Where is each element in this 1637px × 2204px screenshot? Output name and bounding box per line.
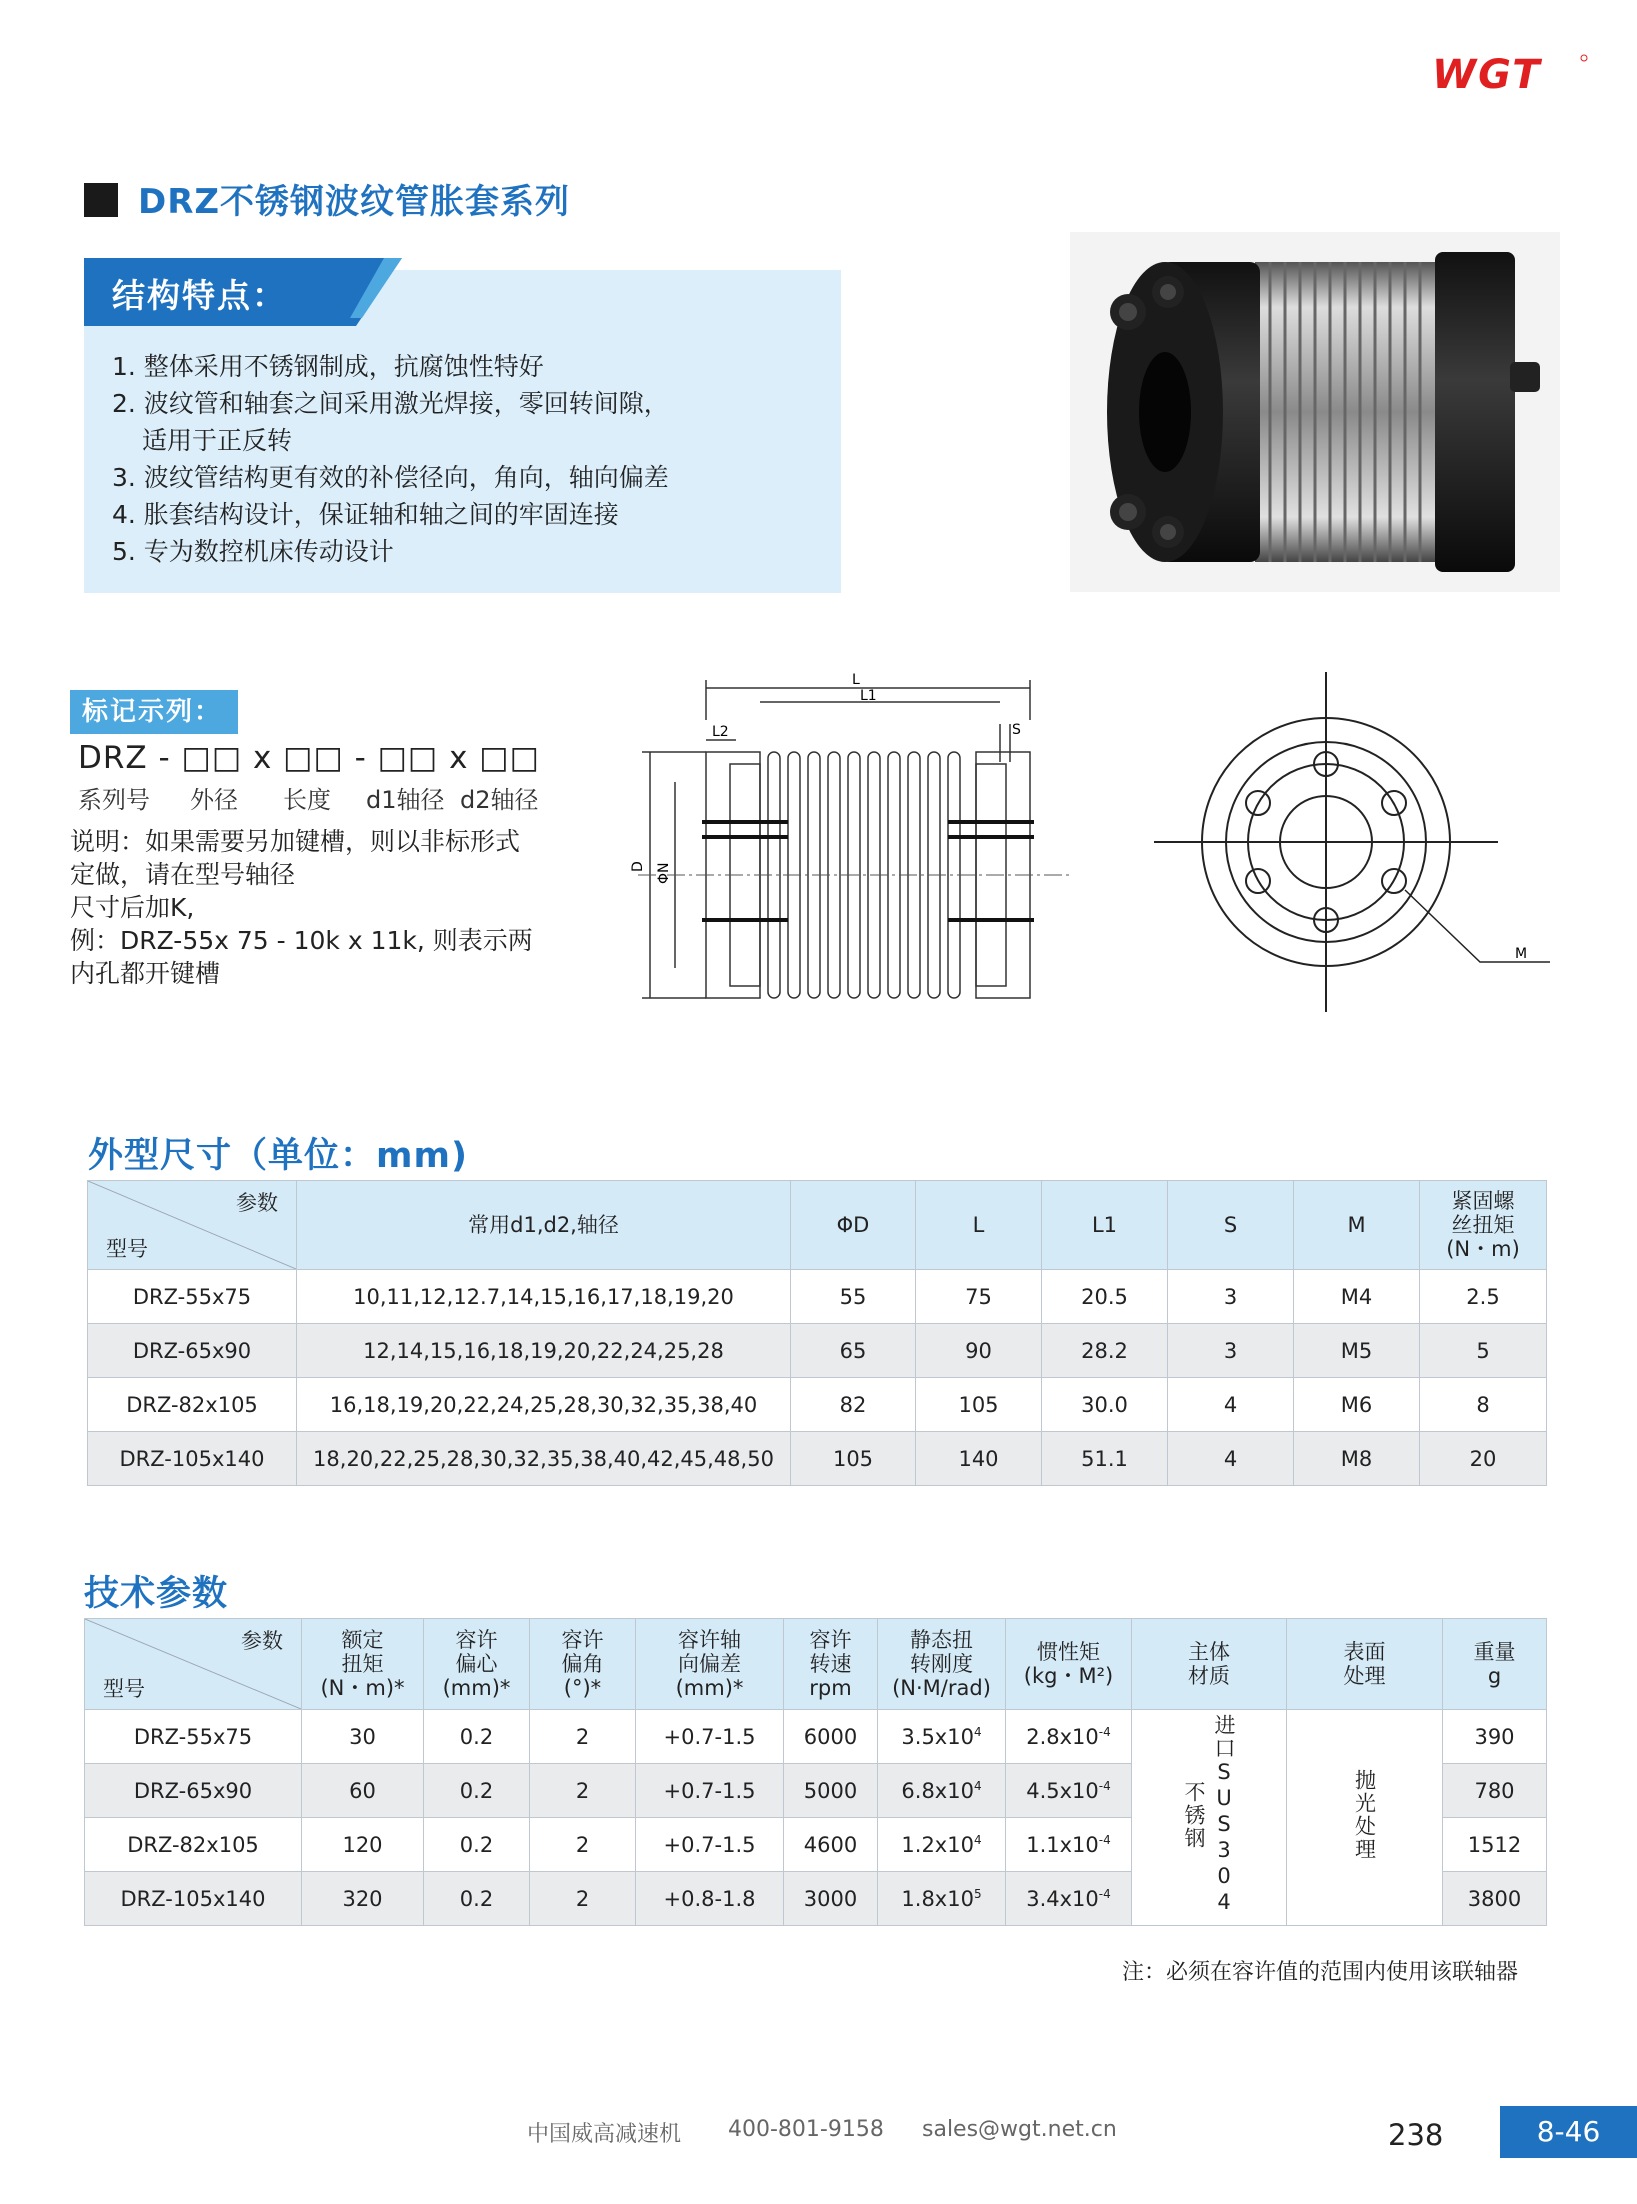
header-stiffness: 静态扭 转刚度 (N·M/rad) — [878, 1619, 1006, 1710]
table-cell: 30 — [302, 1710, 424, 1764]
feature-item: 4. 胀套结构设计，保证轴和轴之间的牢固连接 — [112, 500, 619, 529]
section-tab: 8-46 — [1500, 2106, 1637, 2158]
table-cell: $2.8x10^{-4}$ — [1006, 1710, 1132, 1764]
table-cell: DRZ-105x140 — [88, 1432, 297, 1486]
note-line: 内孔都开键槽 — [70, 959, 221, 988]
table-cell: $4.5x10^{-4}$ — [1006, 1764, 1132, 1818]
table-cell: 60 — [302, 1764, 424, 1818]
header-S: S — [1168, 1181, 1294, 1270]
dim-D: D — [630, 861, 646, 872]
label-d1: d1轴径 — [366, 786, 445, 814]
dim-L: L — [852, 672, 860, 688]
table-cell: 120 — [302, 1818, 424, 1872]
model-code-template: DRZ - □□ x □□ - □□ x □□ — [78, 740, 540, 776]
dimensions-heading: 外型尺寸（单位：mm) — [88, 1136, 468, 1176]
surface-cell: 抛光处理 — [1287, 1710, 1443, 1926]
table-cell: 4600 — [784, 1818, 878, 1872]
table-cell: $1.2x10^4$ — [878, 1818, 1006, 1872]
note-line: 例：DRZ-55x 75 - 10k x 11k, 则表示两 — [70, 926, 533, 955]
table-cell: DRZ-65x90 — [88, 1324, 297, 1378]
header-rated-torque: 额定 扭矩 (N・m)* — [302, 1619, 424, 1710]
table-cell: $6.8x10^4$ — [878, 1764, 1006, 1818]
table-cell: 6000 — [784, 1710, 878, 1764]
table-cell: 2 — [530, 1710, 636, 1764]
label-length: 长度 — [283, 786, 331, 814]
page-title: DRZ不锈钢波纹管胀套系列 — [138, 182, 571, 222]
table-row — [88, 1324, 1547, 1378]
table-cell: 3 — [1168, 1324, 1294, 1378]
table-cell: DRZ-55x75 — [88, 1270, 297, 1324]
table-cell: $3.4x10^{-4}$ — [1006, 1872, 1132, 1926]
table-cell: 75 — [916, 1270, 1042, 1324]
table-cell: DRZ-105x140 — [85, 1872, 302, 1926]
marking-notes — [70, 825, 590, 990]
table-cell: 0.2 — [424, 1764, 530, 1818]
table-cell: 3800 — [1443, 1872, 1547, 1926]
table-cell: 51.1 — [1042, 1432, 1168, 1486]
table-cell: 55 — [791, 1270, 916, 1324]
table-cell: 30.0 — [1042, 1378, 1168, 1432]
page-number: 238 — [1388, 2118, 1444, 2152]
corner-model-label: 型号 — [103, 1677, 145, 1701]
header-surface: 表面 处理 — [1287, 1619, 1443, 1710]
table-cell: M6 — [1294, 1378, 1420, 1432]
table-cell: +0.7-1.5 — [636, 1818, 784, 1872]
corner-header-cell — [85, 1619, 302, 1710]
marking-tag: 标记示列： — [70, 690, 238, 734]
corner-header-cell — [88, 1181, 297, 1270]
table-cell: 105 — [791, 1432, 916, 1486]
table-cell: 0.2 — [424, 1872, 530, 1926]
material-cell: 进口SUS304不锈钢 — [1132, 1710, 1287, 1926]
dim-L2: L2 — [712, 724, 729, 740]
table-cell: 16,18,19,20,22,24,25,28,30,32,35,38,40 — [297, 1378, 791, 1432]
features-list — [112, 348, 669, 570]
side-view-drawing — [628, 672, 1078, 1012]
label-outer: 外径 — [190, 786, 238, 814]
header-angle: 容许 偏角 (°)* — [530, 1619, 636, 1710]
header-M: M — [1294, 1181, 1420, 1270]
table-cell: 20.5 — [1042, 1270, 1168, 1324]
table-cell: 4 — [1168, 1432, 1294, 1486]
features-heading: 结构特点： — [112, 276, 287, 315]
dimensions-table — [87, 1180, 1547, 1486]
table-cell: 90 — [916, 1324, 1042, 1378]
feature-item: 适用于正反转 — [142, 426, 293, 455]
feature-item: 3. 波纹管结构更有效的补偿径向，角向，轴向偏差 — [112, 463, 669, 492]
table-cell: 3000 — [784, 1872, 878, 1926]
title-square-icon — [84, 183, 118, 217]
feature-item: 1. 整体采用不锈钢制成，抗腐蚀性特好 — [112, 352, 544, 381]
feature-item: 2. 波纹管和轴套之间采用激光焊接，零回转间隙， — [112, 389, 669, 418]
logo-text: WGT — [1432, 52, 1542, 96]
table-row — [88, 1378, 1547, 1432]
table-cell: 5 — [1420, 1324, 1547, 1378]
footer-phone: 400-801-9158 — [728, 2117, 884, 2142]
table-cell: 105 — [916, 1378, 1042, 1432]
corner-param-label: 参数 — [236, 1191, 278, 1215]
label-series: 系列号 — [78, 786, 150, 814]
front-view-drawing — [1150, 672, 1550, 1017]
table-cell: 4 — [1168, 1378, 1294, 1432]
table-cell: M4 — [1294, 1270, 1420, 1324]
tech-footnote: 注：必须在容许值的范围内使用该联轴器 — [1122, 1960, 1519, 1985]
table-cell: DRZ-82x105 — [88, 1378, 297, 1432]
header-D: ΦD — [791, 1181, 916, 1270]
dim-L1: L1 — [860, 688, 877, 704]
footer-company: 中国威高减速机 — [527, 2122, 682, 2147]
dim-M: M — [1515, 946, 1528, 962]
table-cell: 780 — [1443, 1764, 1547, 1818]
header-bores: 常用d1,d2,轴径 — [297, 1181, 791, 1270]
table-cell: 12,14,15,16,18,19,20,22,24,25,28 — [297, 1324, 791, 1378]
table-cell: 2 — [530, 1818, 636, 1872]
table-header-row — [85, 1619, 1547, 1710]
table-row — [88, 1270, 1547, 1324]
wgt-logo — [1430, 48, 1590, 96]
dim-phiN: ΦN — [656, 862, 672, 884]
table-cell: 320 — [302, 1872, 424, 1926]
table-cell: +0.8-1.8 — [636, 1872, 784, 1926]
note-line: 尺寸后加K, — [70, 893, 195, 922]
table-row — [88, 1432, 1547, 1486]
table-cell: DRZ-55x75 — [85, 1710, 302, 1764]
product-photo — [1070, 232, 1560, 592]
table-cell: 0.2 — [424, 1818, 530, 1872]
table-cell: M8 — [1294, 1432, 1420, 1486]
header-L1: L1 — [1042, 1181, 1168, 1270]
table-cell: DRZ-82x105 — [85, 1818, 302, 1872]
dim-S: S — [1012, 722, 1021, 738]
table-cell: 10,11,12,12.7,14,15,16,17,18,19,20 — [297, 1270, 791, 1324]
footer-email[interactable]: sales@wgt.net.cn — [922, 2117, 1117, 2142]
feature-item: 5. 专为数控机床传动设计 — [112, 537, 394, 566]
tech-table — [84, 1618, 1547, 1926]
header-axial: 容许轴 向偏差 (mm)* — [636, 1619, 784, 1710]
table-cell: 20 — [1420, 1432, 1547, 1486]
table-cell: M5 — [1294, 1324, 1420, 1378]
label-d2: d2轴径 — [460, 786, 539, 814]
table-cell: 390 — [1443, 1710, 1547, 1764]
header-L: L — [916, 1181, 1042, 1270]
table-cell: 2 — [530, 1764, 636, 1818]
table-cell: $1.8x10^5$ — [878, 1872, 1006, 1926]
table-cell: $1.1x10^{-4}$ — [1006, 1818, 1132, 1872]
header-speed: 容许 转速 rpm — [784, 1619, 878, 1710]
header-eccentricity: 容许 偏心 (mm)* — [424, 1619, 530, 1710]
table-cell: $3.5x10^4$ — [878, 1710, 1006, 1764]
table-cell: 8 — [1420, 1378, 1547, 1432]
corner-param-label: 参数 — [241, 1629, 283, 1653]
table-cell: 0.2 — [424, 1710, 530, 1764]
header-material: 主体 材质 — [1132, 1619, 1287, 1710]
table-header-row — [88, 1181, 1547, 1270]
header-torque: 紧固螺 丝扭矩 (N・m) — [1420, 1181, 1547, 1270]
table-cell: +0.7-1.5 — [636, 1710, 784, 1764]
table-row — [85, 1710, 1547, 1764]
header-weight: 重量 g — [1443, 1619, 1547, 1710]
note-line: 定做，请在型号轴径 — [70, 860, 296, 889]
table-cell: 140 — [916, 1432, 1042, 1486]
table-cell: +0.7-1.5 — [636, 1764, 784, 1818]
table-cell: 1512 — [1443, 1818, 1547, 1872]
table-cell: 2.5 — [1420, 1270, 1547, 1324]
table-cell: 28.2 — [1042, 1324, 1168, 1378]
table-cell: 18,20,22,25,28,30,32,35,38,40,42,45,48,50 — [297, 1432, 791, 1486]
tech-heading: 技术参数 — [84, 1574, 229, 1614]
table-cell: 82 — [791, 1378, 916, 1432]
note-line: 说明：如果需要另加键槽，则以非标形式 — [70, 827, 521, 856]
table-cell: 65 — [791, 1324, 916, 1378]
table-cell: DRZ-65x90 — [85, 1764, 302, 1818]
table-cell: 2 — [530, 1872, 636, 1926]
corner-model-label: 型号 — [106, 1237, 148, 1261]
table-cell: 3 — [1168, 1270, 1294, 1324]
header-inertia: 惯性矩 (kg・M²) — [1006, 1619, 1132, 1710]
table-cell: 5000 — [784, 1764, 878, 1818]
